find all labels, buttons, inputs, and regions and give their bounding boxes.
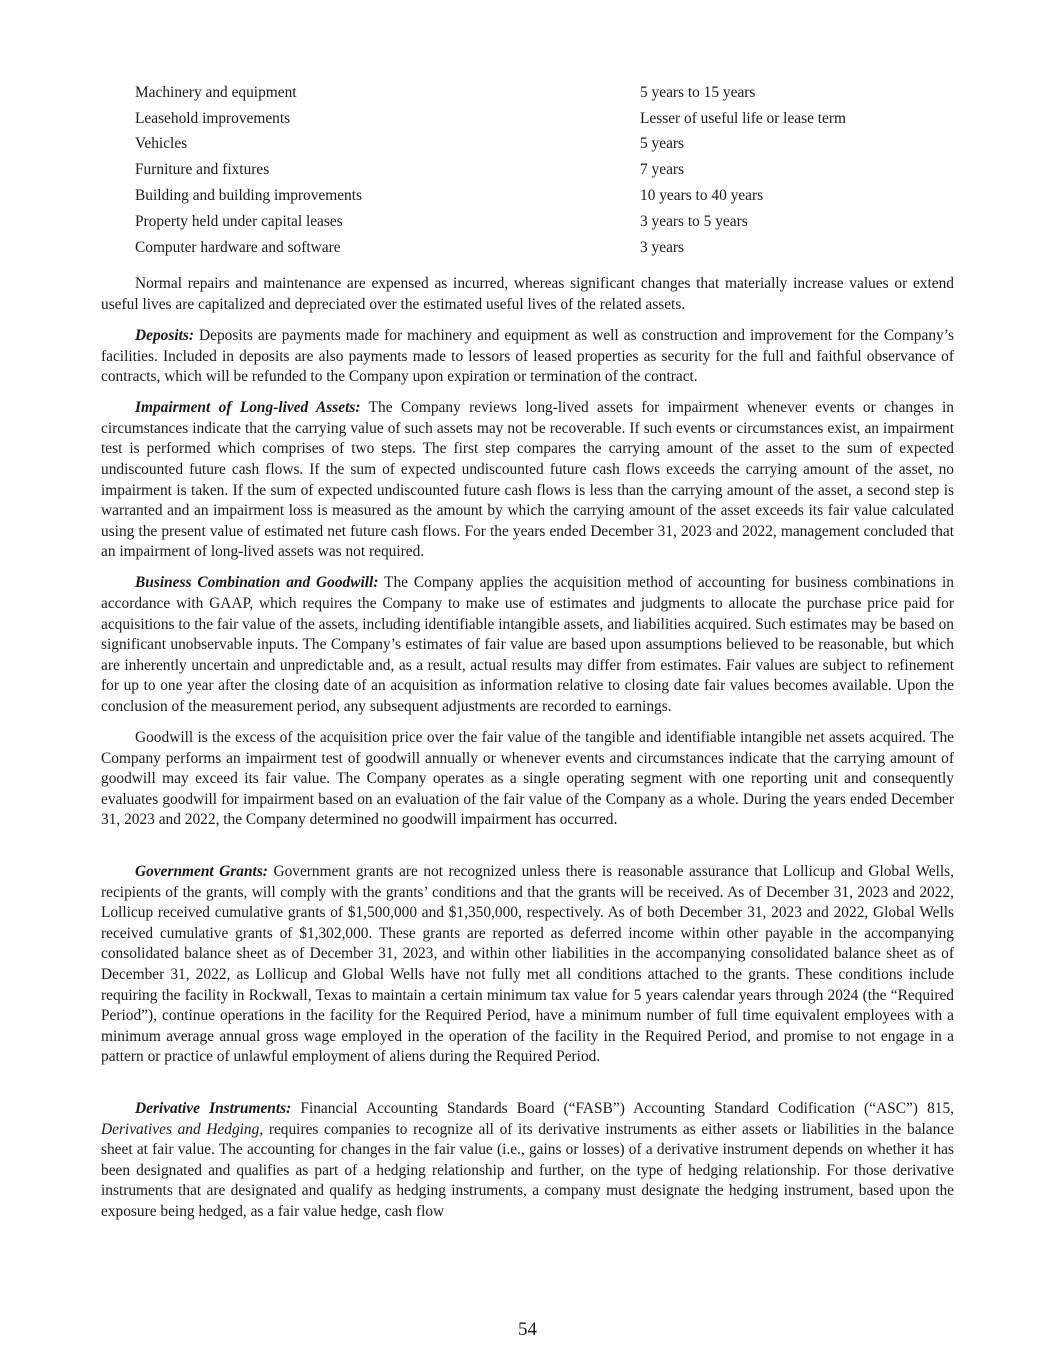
asset-category: Furniture and fixtures bbox=[135, 161, 270, 179]
repairs-paragraph: Normal repairs and maintenance are expensed as incurred, whereas significant changes that materially increase values or extend useful lives are capitalized and depreciated over the estimated useful lives of the related assets. bbox=[101, 275, 954, 313]
deposits-heading: Deposits: bbox=[135, 326, 194, 344]
business-combination-text: The Company applies the acquisition method of accounting for business combinations in accordance with GAAP, which requires the Company to make use of estimates and judgments to allocate the purchase price paid for acquisitions to the fair value of the assets, including identifiable intangible assets, and liabilities acquired. Such estimates may be based on significant unobservable inputs. The Company’s estimates of fair value are based upon assumptions believed to be reasonable, but which are inherently uncertain and unpredictable and, as a result, actual results may differ from estimates. Fair values are subject to refinement for up to one year after the closing date of an acquisition as information relative to closing date fair values becomes available. Upon the conclusion of the measurement period, any subsequent adjustments are recorded to earnings. bbox=[101, 574, 954, 716]
business-combination-heading: Business Combination and Goodwill: bbox=[135, 574, 379, 592]
table-row bbox=[101, 80, 954, 106]
useful-life: 5 years bbox=[640, 135, 685, 153]
table-row bbox=[101, 106, 954, 132]
useful-life: Lesser of useful life or lease term bbox=[640, 109, 846, 127]
useful-life: 5 years to 15 years bbox=[640, 83, 756, 101]
table-row bbox=[101, 158, 954, 184]
document-page bbox=[101, 80, 954, 1223]
deposits-paragraph bbox=[101, 326, 954, 388]
table-row bbox=[101, 235, 954, 261]
asset-category: Building and building improvements bbox=[135, 187, 362, 205]
goodwill-paragraph: Goodwill is the excess of the acquisition price over the fair value of the tangible and identifiable intangible net assets acquired. The Company performs an impairment test of goodwill annually or whenever events and circumstances indicate that the carrying amount of goodwill may exceed its fair value. The Company operates as a single operating segment with one reporting unit and consequently evaluates goodwill for impairment based on an evaluation of the fair value of the Company as a whole. During the years ended December 31, 2023 and 2022, the Company determined no goodwill impairment has occurred. bbox=[101, 729, 954, 829]
table-row bbox=[101, 132, 954, 158]
deposits-text: Deposits are payments made for machinery and equipment as well as construction and improvement for the Company’s facilities. Included in deposits are also payments made to lessors of leased properties as security for the full and faithful observance of contracts, which will be refunded to the Company upon expiration or termination of the contract. bbox=[101, 326, 954, 386]
asset-category: Vehicles bbox=[135, 135, 188, 153]
useful-life: 3 years bbox=[640, 238, 685, 256]
asset-category: Property held under capital leases bbox=[135, 213, 343, 231]
impairment-text: The Company reviews long-lived assets for impairment whenever events or changes in circumstances indicate that the carrying value of such assets may not be recoverable. If such events or circumstances exist, an impairment test is performed which comprises of two steps. The first step compares the carrying amount of the asset to the sum of expected undiscounted future cash flows. If the sum of expected undiscounted future cash flows exceeds the carrying amount of the asset, no impairment is taken. If the sum of expected undiscounted future cash flows is less than the carrying amount of the asset, a second step is warranted and an impairment loss is measured as the amount by which the carrying amount of the asset exceeds its fair value calculated using the present value of estimated net future cash flows. For the years ended December 31, 2023 and 2022, management concluded that an impairment of long-lived assets was not required. bbox=[101, 399, 954, 561]
derivatives-heading: Derivative Instruments: bbox=[135, 1100, 292, 1118]
page-number: 54 bbox=[518, 1319, 537, 1340]
useful-life: 3 years to 5 years bbox=[640, 213, 748, 231]
impairment-paragraph bbox=[101, 398, 954, 563]
asset-category: Machinery and equipment bbox=[135, 83, 297, 101]
table-row bbox=[101, 184, 954, 210]
asset-category: Computer hardware and software bbox=[135, 238, 341, 256]
derivatives-standard-title: Derivatives and Hedging bbox=[101, 1120, 260, 1138]
asset-category: Leasehold improvements bbox=[135, 109, 291, 127]
impairment-heading: Impairment of Long-lived Assets: bbox=[135, 399, 361, 417]
government-grants-text: Government grants are not recognized unless there is reasonable assurance that Lollicup and Global Wells, recipients of the grants, will comply with the grants’ conditions and that the grants will be received. As of December 31, 2023 and 2022, Lollicup received cumulative grants of $1,500,000 and $1,350,000, respectively. As of both December 31, 2023 and 2022, Global Wells received cumulative grants of $1,302,000. These grants are reported as deferred income within other payable in the accompanying consolidated balance sheet as of December 31, 2023, and within other liabilities in the accompanying consolidated balance sheet as of December 31, 2022, as Lollicup and Global Wells have not fully met all conditions attached to the grants. These conditions include requiring the facility in Rockwall, Texas to maintain a certain minimum tax value for 5 years calendar years through 2024 (the “Required Period”), continue operations in the facility for the Required Period, have a minimum number of full time equivalent employees with a minimum average annual gross wage employed in the operation of the facility in the Required Period, and promise to not engage in a pattern or practice of unlawful employment of aliens during the Required Period. bbox=[101, 863, 954, 1066]
useful-life: 10 years to 40 years bbox=[640, 187, 764, 205]
derivatives-paragraph bbox=[101, 1099, 954, 1223]
useful-life: 7 years bbox=[640, 161, 685, 179]
government-grants-paragraph bbox=[101, 862, 954, 1068]
government-grants-heading: Government Grants: bbox=[135, 863, 268, 881]
useful-lives-table bbox=[101, 80, 954, 261]
derivatives-text-b: , requires companies to recognize all of its derivative instruments as either assets or liabilities in the balance sheet at fair value. The accounting for changes in the fair value (i.e., gains or losses) of a derivative instrument depends on whether it has been designated and qualifies as part of a hedging relationship and further, on the type of hedging relationship. For those derivative instruments that are designated and qualify as hedging instruments, a company must designate the hedging instrument, based upon the exposure being hedged, as a fair value hedge, cash flow bbox=[101, 1120, 954, 1220]
business-combination-paragraph bbox=[101, 573, 954, 717]
table-row bbox=[101, 209, 954, 235]
derivatives-text-a: Financial Accounting Standards Board (“FASB”) Accounting Standard Codification (“ASC”) 815, bbox=[291, 1100, 955, 1118]
